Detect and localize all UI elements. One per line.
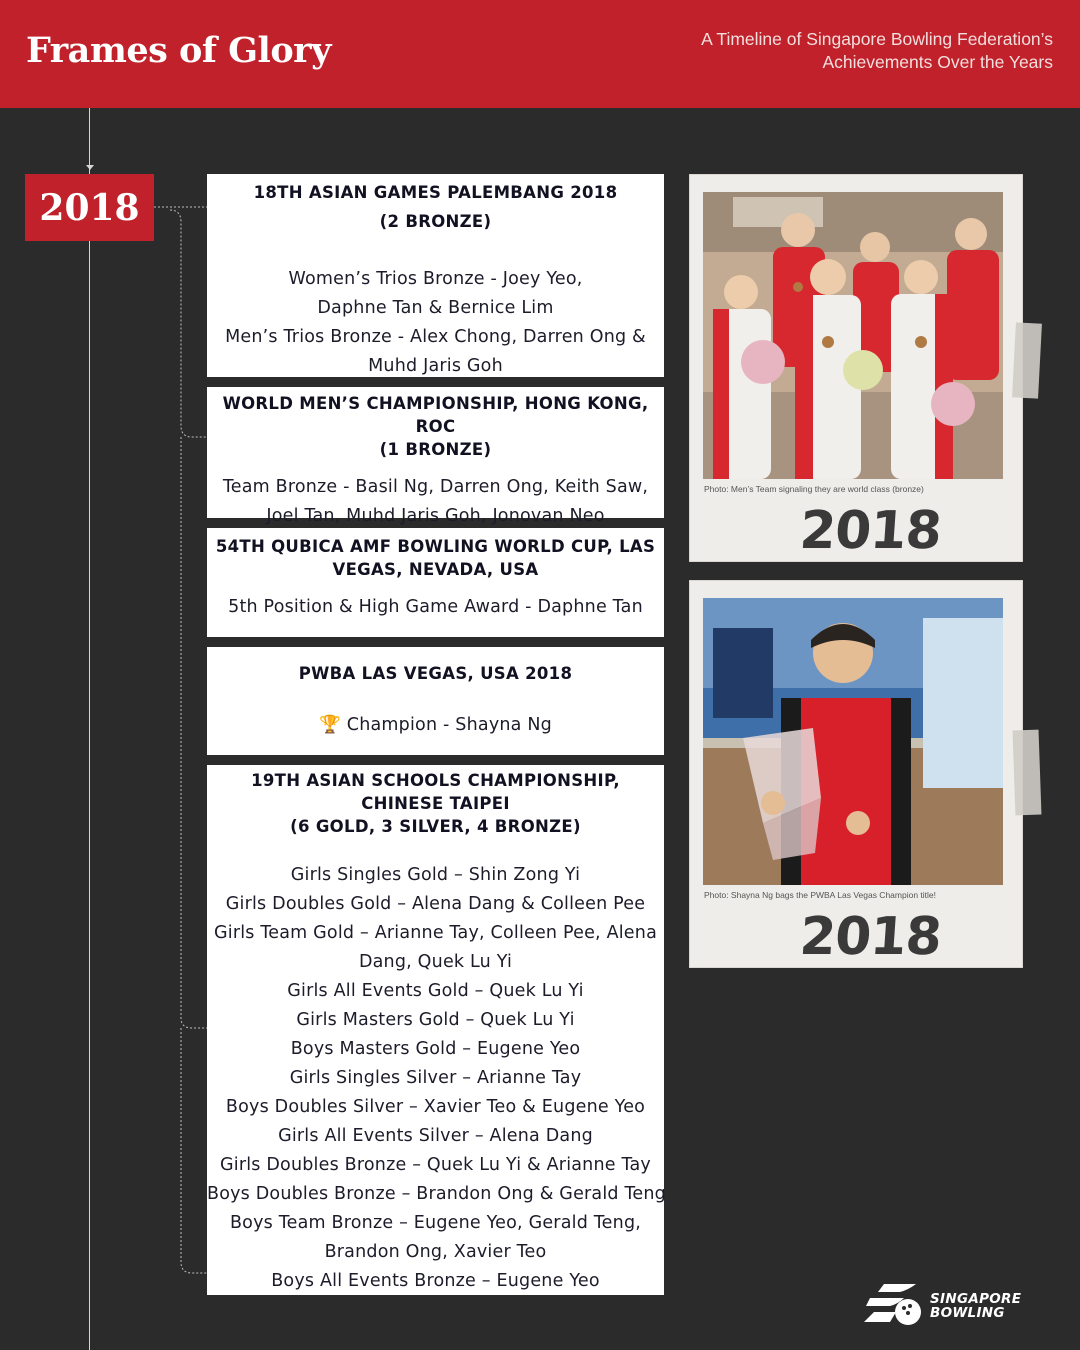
card-body-line: Girls All Events Gold – Quek Lu Yi [287,981,584,1001]
card-body [207,473,664,531]
bowling-logo-icon [864,1280,926,1330]
achievement-card-asian-schools [207,765,664,1295]
card-body-line: Team Bronze - Basil Ng, Darren Ong, Keith Saw, [222,477,649,497]
year-badge: 2018 [25,174,154,241]
card-body-line: 5th Position & High Game Award - Daphne Tan [228,597,643,617]
card-body-line: Girls Doubles Bronze – Quek Lu Yi & Arianne Tay [220,1155,651,1175]
card-body-line: Boys Doubles Bronze – Brandon Ong & Gerald Teng [207,1184,666,1204]
achievement-card-world-men [207,387,664,526]
card-title-line: PWBA LAS VEGAS, USA 2018 [298,664,573,683]
subtitle-line-1: A Timeline of Singapore Bowling Federation’s [701,29,1053,49]
card-body-line: Boys All Events Bronze – Eugene Yeo [271,1271,600,1291]
photo-caption: Photo: Shayna Ng bags the PWBA Las Vegas Champion title! [704,890,937,900]
card-title-line: 18TH ASIAN GAMES PALEMBANG 2018 [253,183,618,202]
card-body-line: Joel Tan, Muhd Jaris Goh, Jonovan Neo [266,506,605,526]
card-title-line: 54TH QUBICA AMF BOWLING WORLD CUP, LAS [215,537,656,556]
card-title-line: CHINESE TAIPEI [361,794,510,813]
card-body-line: Daphne Tan & Bernice Lim [317,298,554,318]
polaroid-mens-team [689,174,1023,562]
card-body-line: Boys Masters Gold – Eugene Yeo [290,1039,581,1059]
card-title [207,769,664,838]
card-title-line: (1 BRONZE) [379,440,492,459]
card-body [207,711,664,740]
photo-shayna-ng [703,598,1003,885]
tape-strip [1013,730,1042,816]
card-title-line: (2 BRONZE) [379,212,492,231]
photo-year-label: 2018 [797,907,943,967]
connector-bracket [170,210,207,437]
shayna-ng-photo-image [703,598,1003,885]
card-body [207,861,664,1296]
card-body-line: Girls Singles Silver – Arianne Tay [289,1068,582,1088]
card-body-line: Men’s Trios Bronze - Alex Chong, Darren Ong & [225,327,646,347]
logo-text-line-2: BOWLING [930,1305,1005,1321]
connector-bracket-2 [181,437,207,1028]
card-body-line: Girls Team Gold – Arianne Tay, Colleen Pee, Alena [214,923,657,943]
card-body-line: Dang, Quek Lu Yi [358,952,513,972]
card-body-line: Boys Team Bronze – Eugene Yeo, Gerald Teng, [229,1213,642,1233]
card-body [207,593,664,622]
card-title-line: VEGAS, NEVADA, USA [332,560,539,579]
card-title [207,392,664,461]
achievement-card-world-cup [207,528,664,637]
card-title [207,662,664,685]
achievement-card-asian-games [207,174,664,377]
card-title-line: (6 GOLD, 3 SILVER, 4 BRONZE) [290,817,581,836]
page-title: Frames of Glory [26,30,331,71]
card-title [207,535,664,581]
photo-caption: Photo: Men’s Team signaling they are world class (bronze) [704,484,924,494]
card-title-line: 19TH ASIAN SCHOOLS CHAMPIONSHIP, [251,771,620,790]
card-body [207,265,664,381]
card-body-line: Girls All Events Silver – Alena Dang [278,1126,593,1146]
card-body-line: 🏆 Champion - Shayna Ng [319,715,552,735]
card-body-line: Women’s Trios Bronze - Joey Yeo, [288,269,583,289]
card-title [207,178,664,236]
card-title-line: WORLD MEN’S CHAMPIONSHIP, HONG KONG, ROC [222,394,649,436]
card-body-line: Girls Singles Gold – Shin Zong Yi [290,865,581,885]
polaroid-shayna-ng [689,580,1023,968]
photo-year-label: 2018 [797,501,943,561]
achievement-card-pwba [207,647,664,755]
card-body-line: Girls Doubles Gold – Alena Dang & Colleen Pee [225,894,646,914]
card-body-line: Girls Masters Gold – Quek Lu Yi [296,1010,575,1030]
subtitle-line-2: Achievements Over the Years [822,52,1053,72]
photo-mens-team [703,192,1003,479]
tape-strip [1012,322,1042,398]
card-body-line: Brandon Ong, Xavier Teo [324,1242,547,1262]
logo-text-line-1: SINGAPORE [930,1291,1022,1307]
card-body-line: Boys Doubles Silver – Xavier Teo & Eugene Yeo [225,1097,646,1117]
card-body-line: Muhd Jaris Goh [368,356,503,376]
mens-team-photo-image [703,192,1003,479]
connector-bracket-3 [181,1028,207,1273]
singapore-bowling-logo [864,1280,1034,1330]
